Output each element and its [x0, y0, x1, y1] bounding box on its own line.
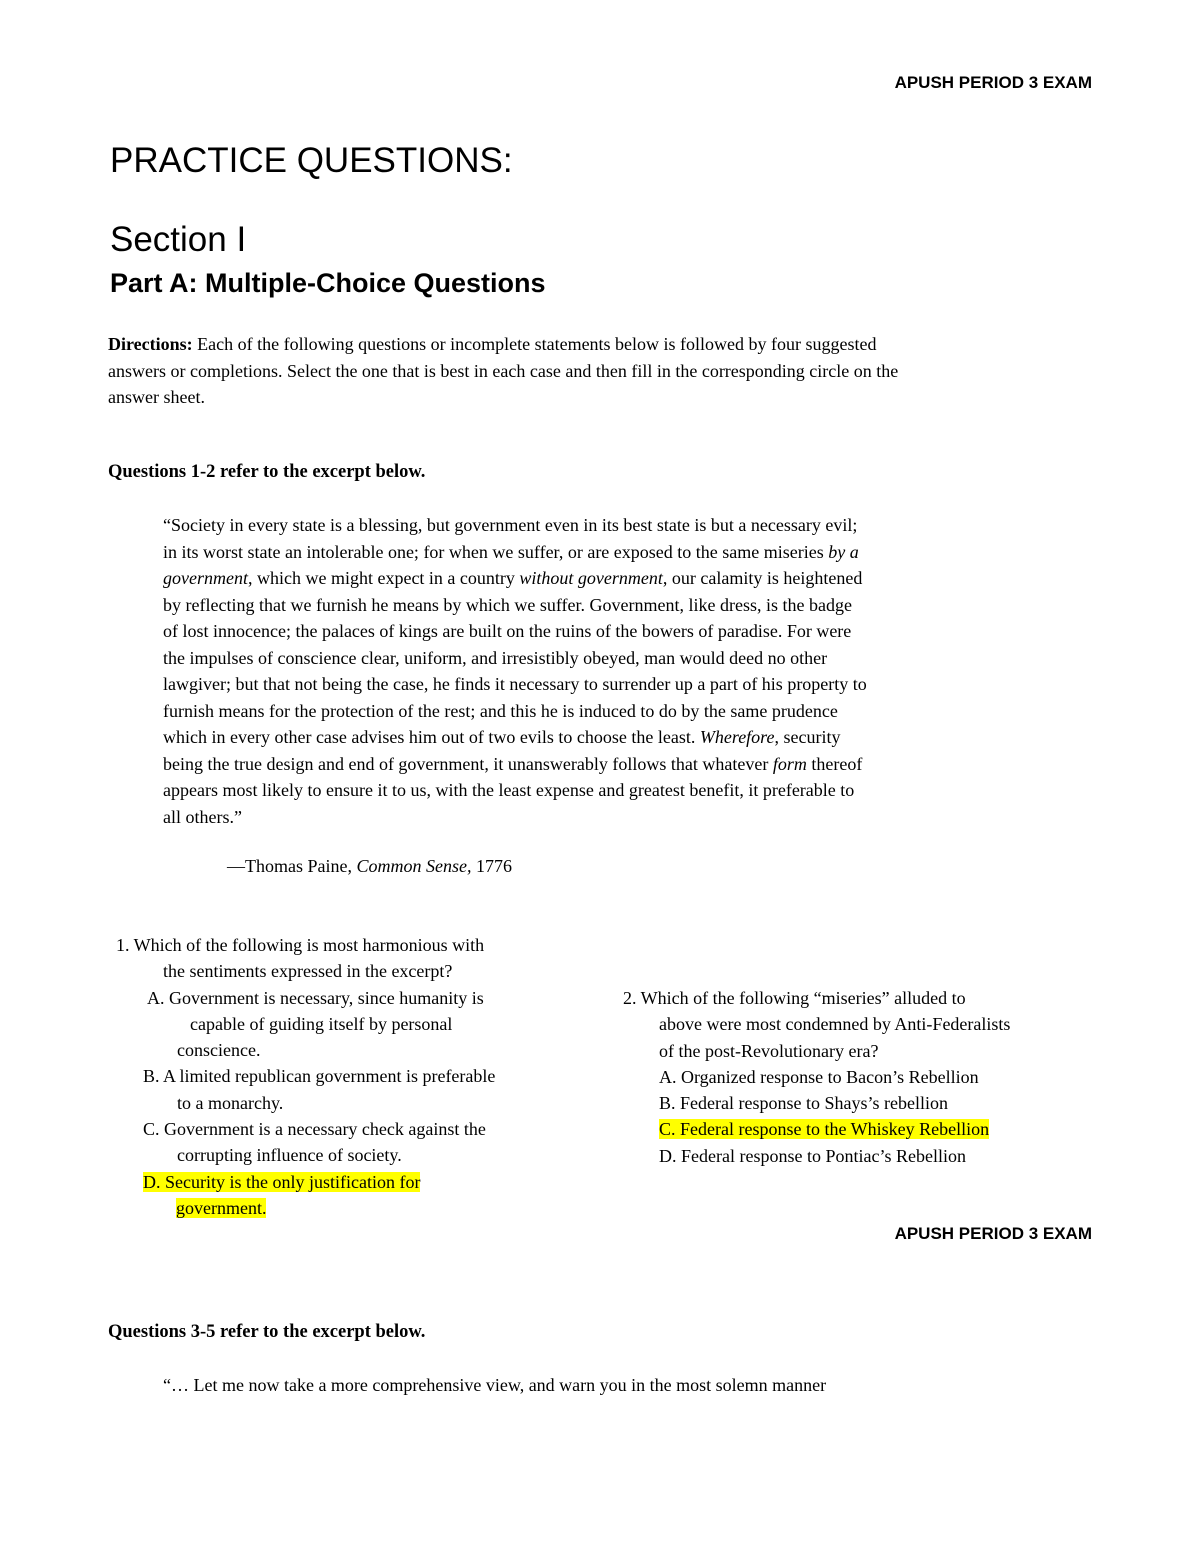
excerpt-line: “Society in every state is a blessing, but government even in its best state is but a necessary evil;: [163, 515, 858, 535]
directions-text: answer sheet.: [108, 387, 205, 407]
question-2: [623, 985, 1103, 1169]
running-header: APUSH PERIOD 3 EXAM: [894, 73, 1092, 92]
answer-option-b[interactable]: B. Federal response to Shays’s rebellion: [659, 1093, 948, 1114]
highlighted-answer: government.: [176, 1197, 267, 1218]
highlighted-answer: D. Security is the only justification for: [143, 1171, 421, 1192]
question-group-heading: Questions 3-5 refer to the excerpt below.: [108, 1322, 426, 1342]
excerpt-line: government, which we might expect in a country without government, our calamity is heightened: [163, 568, 863, 588]
answer-option-b[interactable]: B. A limited republican government is preferable to a monarchy.: [143, 1066, 496, 1113]
question-stem: the sentiments expressed in the excerpt?: [163, 961, 453, 982]
answer-option-a[interactable]: A. Organized response to Bacon’s Rebellion: [659, 1066, 979, 1087]
excerpt-line: furnish means for the protection of the rest; and this he is induced to do by the same prudence: [163, 700, 838, 721]
question-group-heading: Questions 1-2 refer to the excerpt below.: [108, 462, 426, 482]
section-heading: Section I: [110, 220, 247, 259]
question-1: [116, 932, 586, 1221]
page-title: PRACTICE QUESTIONS:: [110, 141, 513, 180]
question-stem: 2. Which of the following “miseries” alluded to: [623, 988, 966, 1008]
question-stem: above were most condemned by Anti-Federalists: [659, 1014, 1011, 1035]
excerpt-line: the impulses of conscience clear, uniform, and irresistibly obeyed, man would deed no other: [163, 647, 828, 668]
running-header: APUSH PERIOD 3 EXAM: [894, 1224, 1092, 1243]
excerpt-line: by reflecting that we furnish he means by which we suffer. Government, like dress, is the badge: [163, 594, 852, 615]
question-stem: of the post-Revolutionary era?: [659, 1040, 879, 1061]
excerpt-line: which in every other case advises him out of two evils to choose the least. Wherefore, security: [163, 727, 841, 747]
answer-option-d[interactable]: D. Federal response to Pontiac’s Rebellion: [659, 1145, 966, 1166]
excerpt-line: being the true design and end of government, it unanswerably follows that whatever form thereof: [163, 753, 863, 774]
excerpt-paine: [163, 512, 1033, 830]
excerpt-line: appears most likely to ensure it to us, with the least expense and greatest benefit, it preferable to: [163, 780, 855, 800]
excerpt-line: all others.”: [163, 806, 242, 827]
highlighted-answer: C. Federal response to the Whiskey Rebellion: [659, 1119, 990, 1140]
directions-text: Each of the following questions or incomplete statements below is followed by four suggested: [192, 334, 877, 354]
excerpt-line: in its worst state an intolerable one; for when we suffer, or are exposed to the same miseries by a: [163, 541, 859, 562]
excerpt-line: “… Let me now take a more comprehensive view, and warn you in the most solemn manner: [163, 1375, 827, 1395]
directions-text: answers or completions. Select the one that is best in each case and then fill in the corresponding circle on the: [108, 360, 899, 381]
directions: [108, 331, 1088, 411]
directions-label: Directions:: [108, 334, 193, 354]
part-heading: Part A: Multiple-Choice Questions: [110, 268, 546, 298]
question-stem: 1. Which of the following is most harmonious with: [116, 935, 485, 955]
excerpt-line: of lost innocence; the palaces of kings are built on the ruins of the bowers of paradise. For were: [163, 621, 852, 641]
excerpt-attribution: —Thomas Paine, Common Sense, 1776: [227, 856, 512, 876]
answer-option-a[interactable]: A. Government is necessary, since humanity is capable of guiding itself by personal conscience.: [147, 987, 484, 1061]
answer-option-d-selected[interactable]: [116, 1169, 586, 1222]
answer-option-c[interactable]: C. Government is a necessary check against the corrupting influence of society.: [143, 1119, 486, 1166]
excerpt-line: lawgiver; but that not being the case, he finds it necessary to surrender up a part of his property to: [163, 674, 867, 694]
answer-option-c-selected[interactable]: [623, 1116, 1103, 1142]
